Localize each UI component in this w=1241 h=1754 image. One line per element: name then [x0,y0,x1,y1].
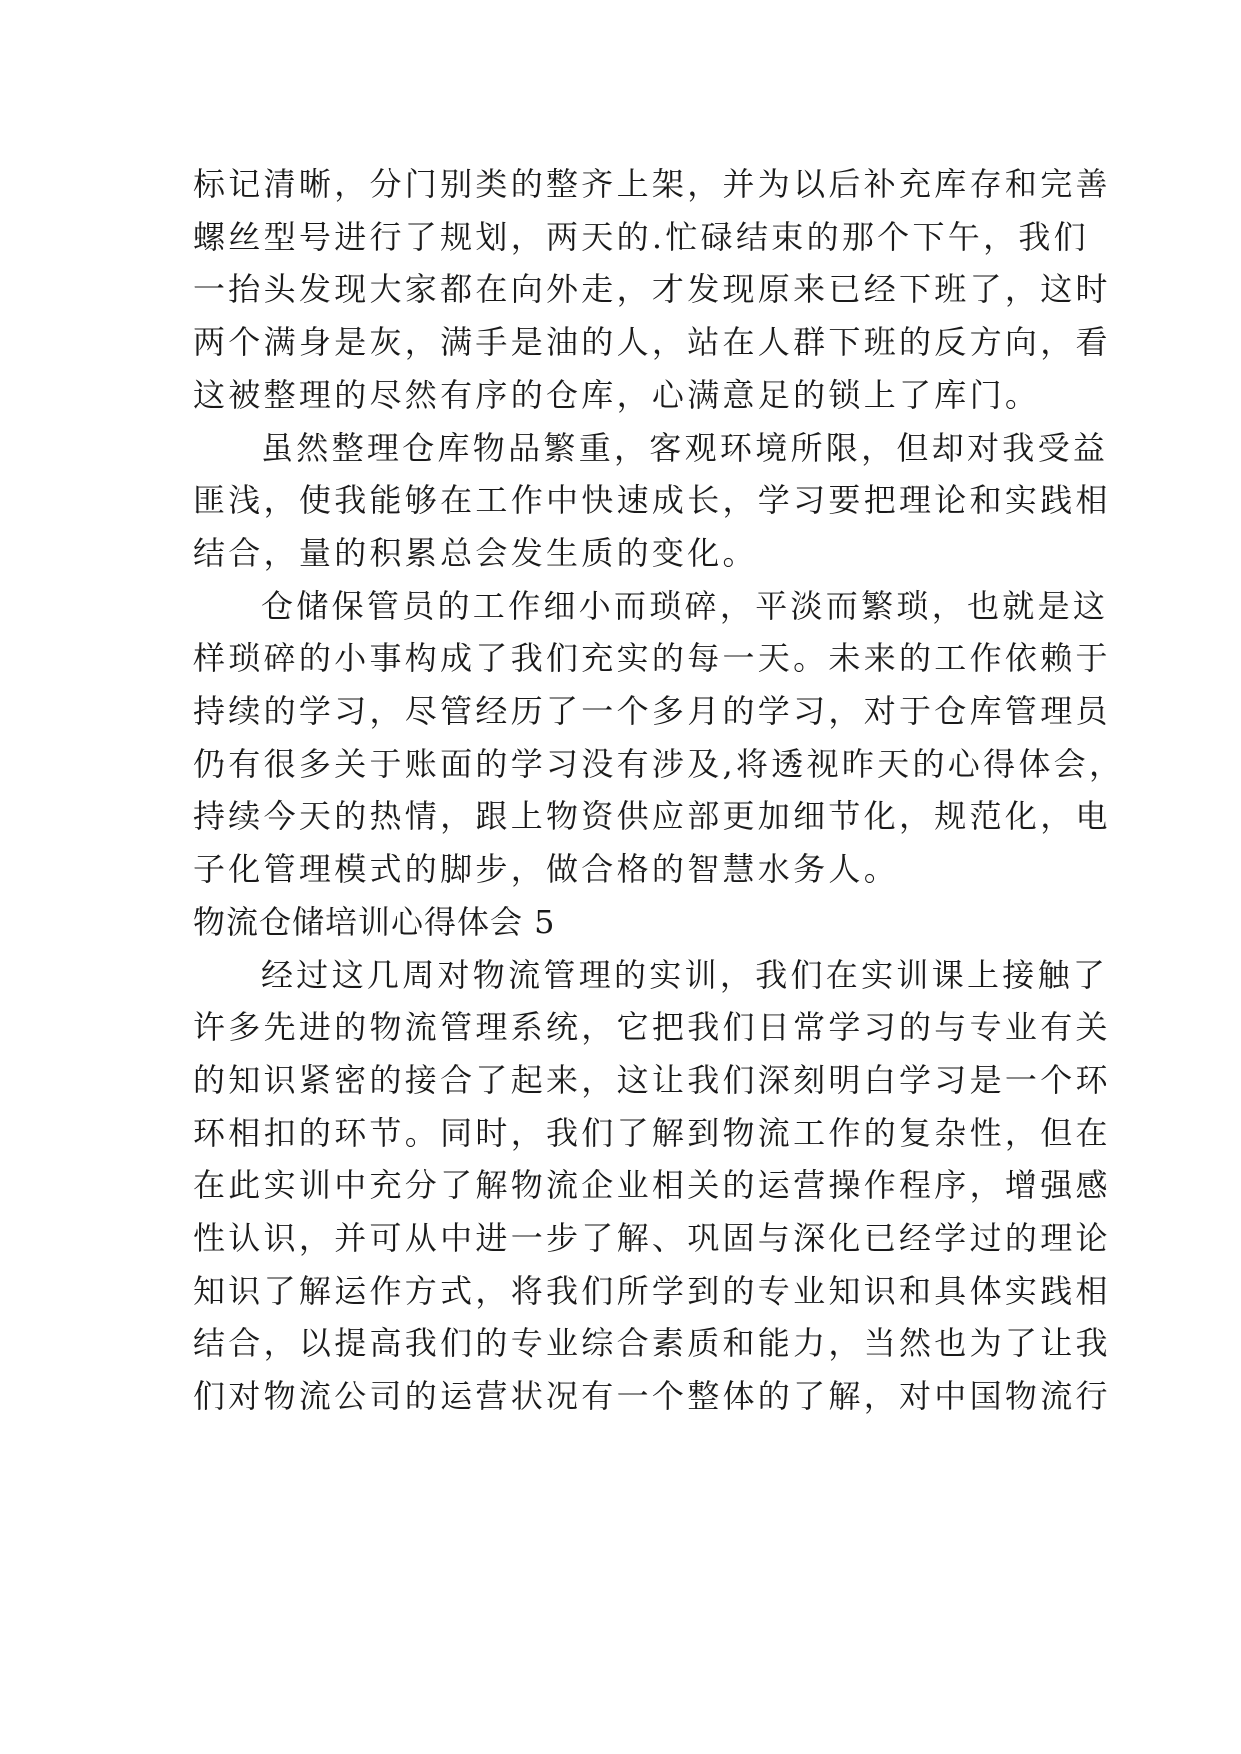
text-line: 持续的学习，尽管经历了一个多月的学习，对于仓库管理员 [193,692,1111,731]
text-line: 仓储保管员的工作细小而琐碎，平淡而繁琐，也就是这 [261,586,1109,625]
text-line: 这被整理的尽然有序的仓库，心满意足的锁上了库门。 [193,375,1041,414]
text-line: 的知识紧密的接合了起来，这让我们深刻明白学习是一个环 [193,1060,1111,1099]
document-body [193,158,1125,1423]
text-line: 知识了解运作方式，将我们所学到的专业知识和具体实践相 [193,1271,1111,1310]
text-line: 们对物流公司的运营状况有一个整体的了解，对中国物流行 [193,1377,1111,1416]
text-line: 经过这几周对物流管理的实训，我们在实训课上接触了 [261,955,1109,994]
text-line: 标记清晰，分门别类的整齐上架，并为以后补充库存和完善 [193,165,1111,203]
text-line: 匪浅，使我能够在工作中快速成长，学习要把理论和实践相 [193,481,1111,520]
text-line: 环相扣的环节。同时，我们了解到物流工作的复杂性，但在 [193,1113,1111,1152]
paragraph-logistics-training [193,949,1111,1423]
paragraph-storekeeper [193,580,1125,896]
paragraph-warehouse-sorting [193,158,1111,422]
text-line: 许多先进的物流管理系统，它把我们日常学习的与专业有关 [193,1008,1111,1047]
text-line: 在此实训中充分了解物流企业相关的运营操作程序，增强感 [193,1166,1111,1205]
text-line: 结合，量的积累总会发生质的变化。 [193,533,758,572]
text-line: 仍有很多关于账面的学习没有涉及,将透视昨天的心得体会， [193,744,1125,783]
paragraph-benefit [193,422,1111,580]
text-line: 一抬头发现大家都在向外走，才发现原来已经下班了，这时 [193,270,1111,309]
text-line: 虽然整理仓库物品繁重，客观环境所限，但却对我受益 [261,428,1109,467]
text-line: 子化管理模式的脚步，做合格的智慧水务人。 [193,850,900,889]
text-line: 样琐碎的小事构成了我们充实的每一天。未来的工作依赖于 [193,639,1111,678]
text-line: 结合，以提高我们的专业综合素质和能力，当然也为了让我 [193,1324,1111,1363]
text-line: 持续今天的热情，跟上物资供应部更加细节化，规范化，电 [193,797,1111,836]
text-line: 螺丝型号进行了规划，两天的.忙碌结束的那个下午，我们 [193,217,1089,256]
text-line: 两个满身是灰，满手是油的人，站在人群下班的反方向，看 [193,323,1111,362]
text-line: 性认识，并可从中进一步了解、巩固与深化已经学过的理论 [193,1219,1111,1258]
section-heading: 物流仓储培训心得体会 5 [193,902,556,941]
